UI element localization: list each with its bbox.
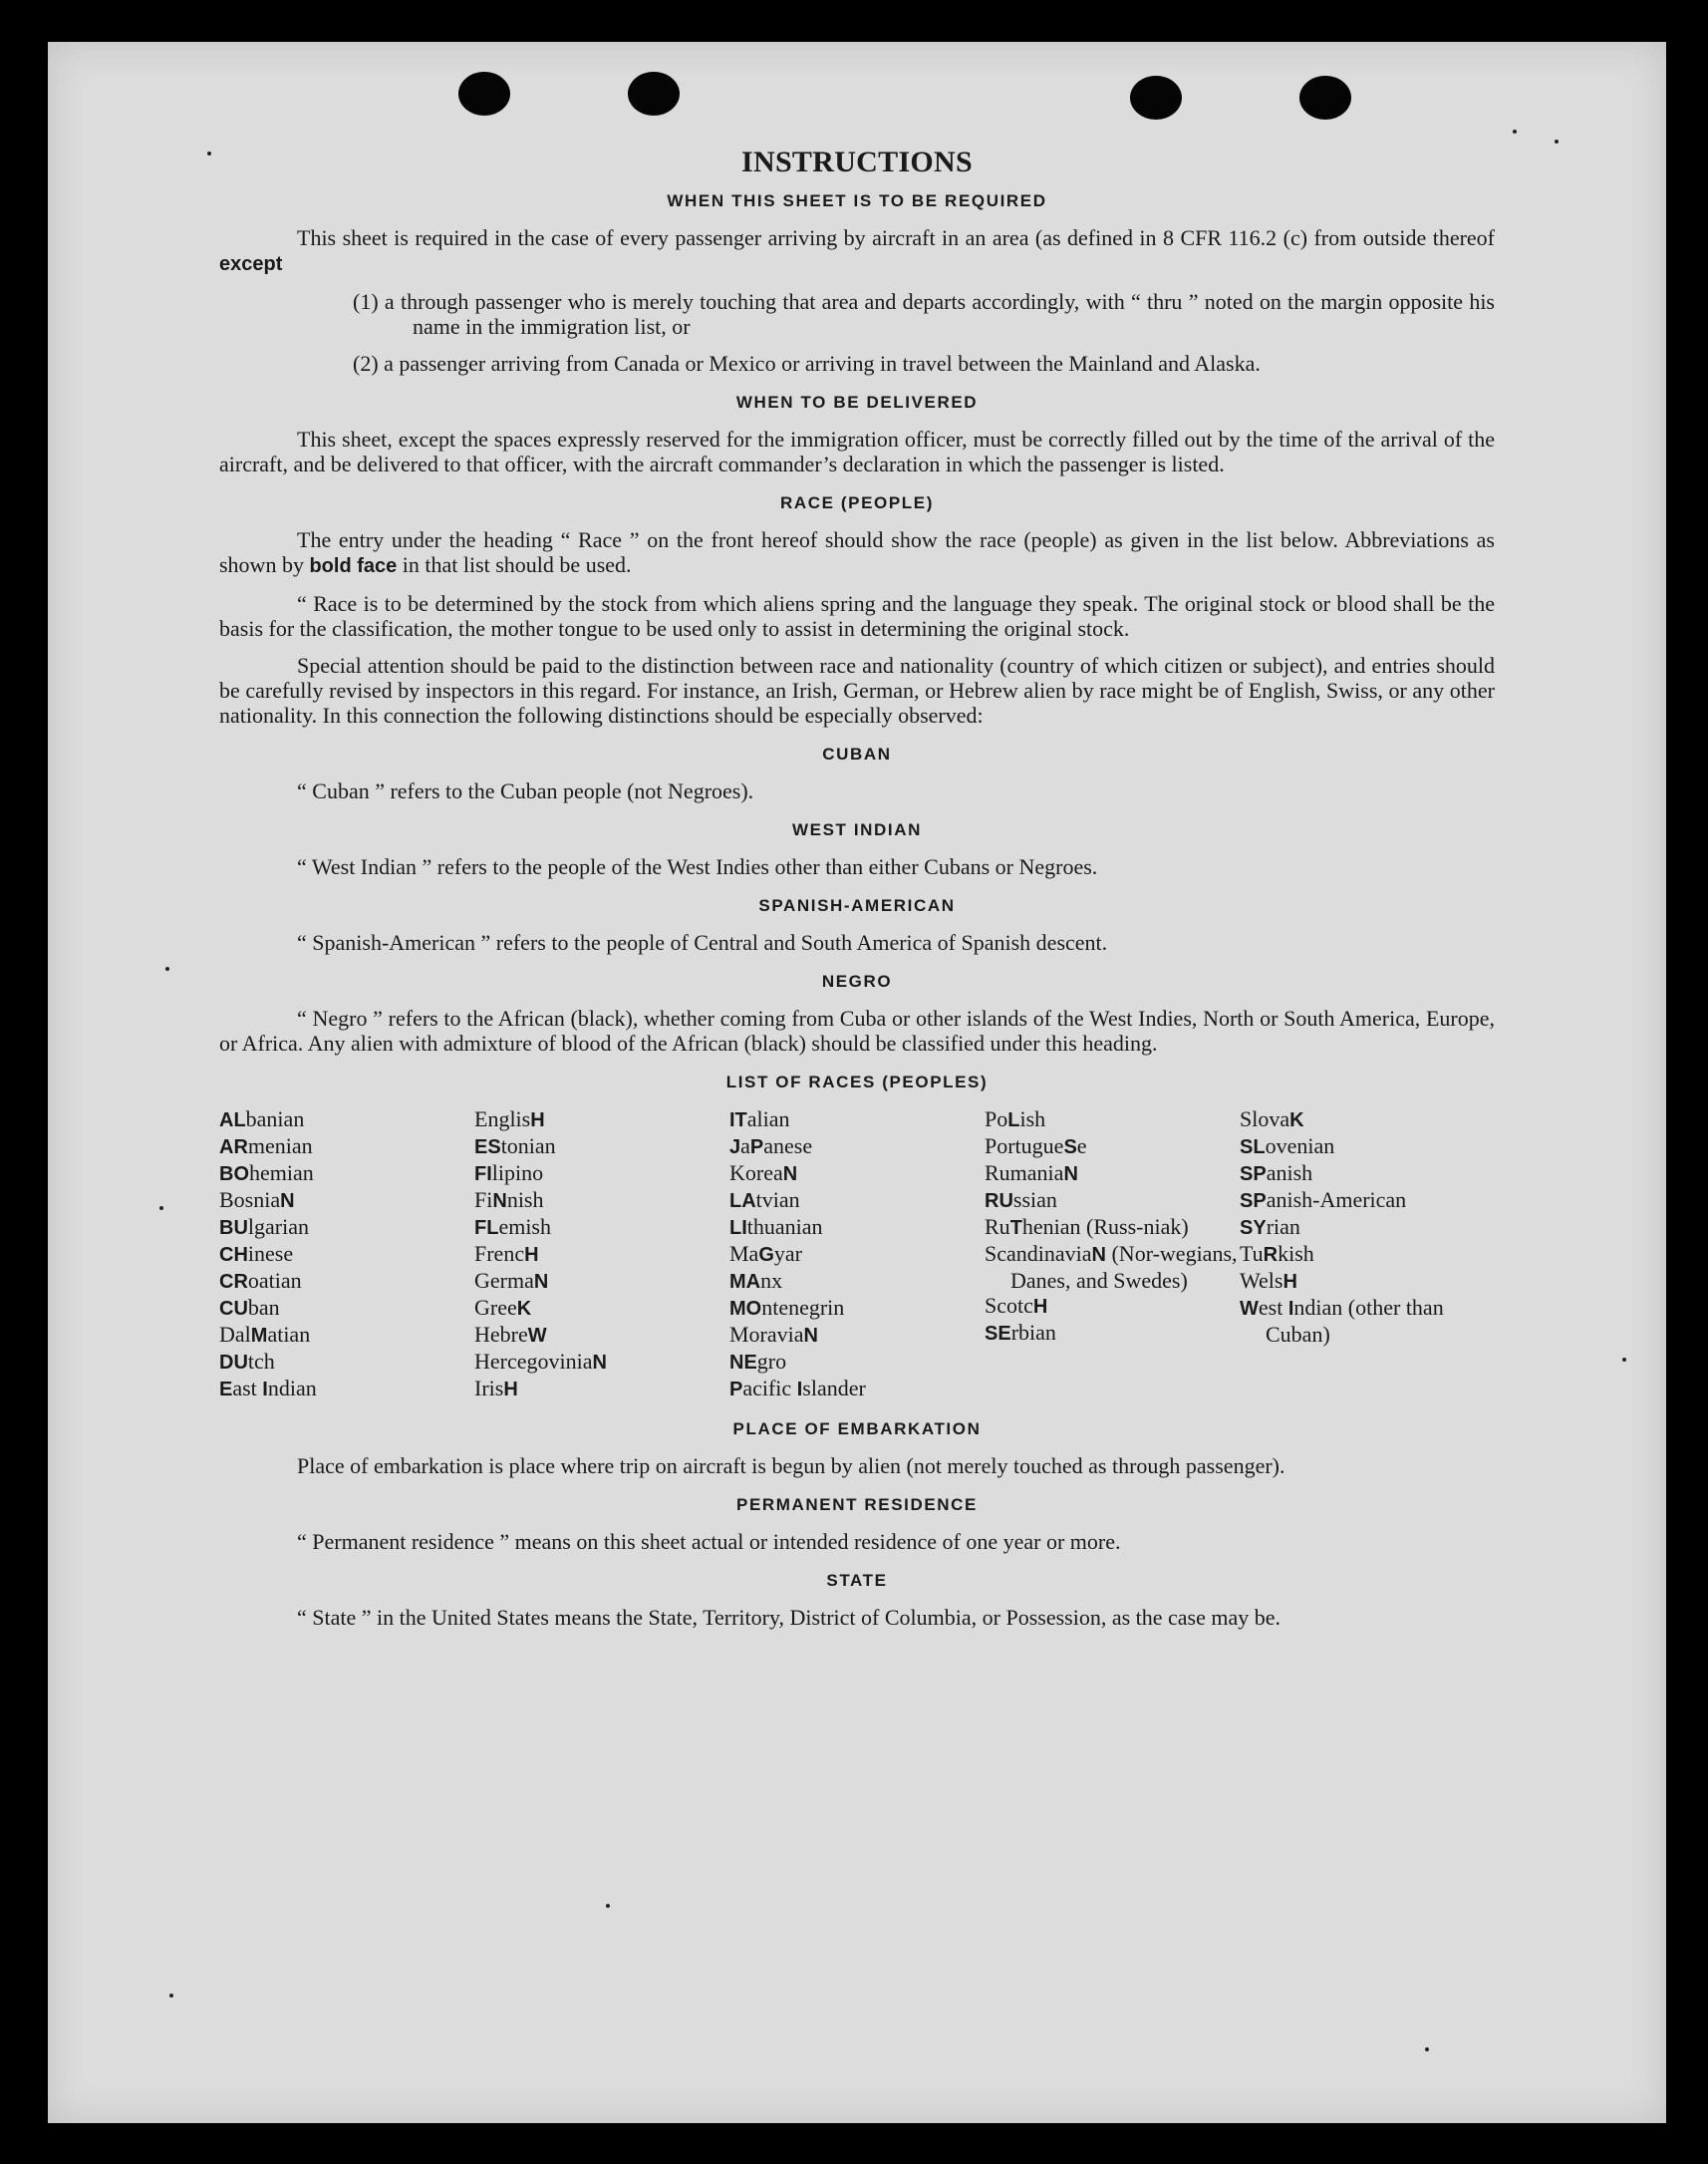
race-abbreviation: W [527, 1325, 547, 1347]
race-text: Dal [219, 1322, 251, 1347]
race-text: Frenc [474, 1241, 525, 1266]
race-entry [219, 1322, 474, 1349]
race-abbreviation: H [1282, 1271, 1297, 1293]
race-entry [1240, 1214, 1495, 1241]
dust-speck [159, 1206, 163, 1210]
race-text: tonian [500, 1133, 556, 1158]
race-entry [219, 1241, 474, 1268]
race-abbreviation: IT [729, 1109, 747, 1131]
race-entry [474, 1322, 729, 1349]
races-column [1240, 1106, 1495, 1402]
race-entry [219, 1349, 474, 1376]
race-text: Korea [729, 1160, 783, 1185]
punch-hole [458, 72, 510, 116]
race-abbreviation: E [219, 1379, 233, 1400]
race-entry [1240, 1133, 1495, 1160]
race-text: Ru [985, 1214, 1010, 1239]
race-abbreviation: H [524, 1244, 539, 1266]
race-abbreviation: CH [219, 1244, 248, 1266]
race-text: a [740, 1133, 750, 1158]
race-text: oatian [247, 1268, 302, 1293]
race-abbreviation: H [503, 1379, 518, 1400]
race-text: ovenian [1265, 1133, 1335, 1158]
race-text: gro [756, 1349, 787, 1374]
race-text: Scandinavia [985, 1241, 1092, 1266]
race-entry [985, 1214, 1240, 1241]
page-title: INSTRUCTIONS [741, 146, 973, 178]
races-list [219, 1106, 1495, 1402]
race-abbreviation: H [1032, 1296, 1048, 1318]
race-entry [219, 1214, 474, 1241]
cuban-paragraph: “ Cuban ” refers to the Cuban people (not Negroes). [297, 778, 754, 803]
race-text: ndian [267, 1376, 317, 1400]
race-entry [729, 1106, 985, 1133]
required-item-2: (2) a passenger arriving from Canada or Mexico or arriving in travel between the Mainland and Alaska. [353, 351, 1261, 376]
race-abbreviation: NE [729, 1352, 757, 1374]
race-abbreviation: R [1263, 1244, 1279, 1266]
race-entry [729, 1214, 985, 1241]
race-text: Iris [474, 1376, 504, 1400]
race-entry [219, 1268, 474, 1295]
race-abbreviation: I [1287, 1298, 1294, 1320]
section-heading-cuban: CUBAN [822, 745, 892, 764]
state-paragraph: “ State ” in the United States means the State, Territory, District of Columbia, or Possession, as the case may be. [297, 1605, 1281, 1630]
race-text: henian (Russ-niak) [1021, 1214, 1189, 1239]
section-heading-spanish-american: SPANISH-AMERICAN [758, 896, 956, 915]
races-column [985, 1106, 1240, 1402]
race-entry [985, 1187, 1240, 1214]
race-abbreviation: RU [985, 1190, 1013, 1212]
race-entry [729, 1160, 985, 1187]
race-abbreviation: P [729, 1379, 743, 1400]
race-abbreviation: N [592, 1352, 607, 1374]
race-text: emish [498, 1214, 551, 1239]
race-entry [729, 1295, 985, 1322]
race-text: Scotc [985, 1293, 1033, 1318]
section-heading-west-indian: WEST INDIAN [792, 820, 922, 839]
race-text: nx [760, 1268, 783, 1293]
race-entry [985, 1160, 1240, 1187]
race-abbreviation: N [1091, 1244, 1106, 1266]
race-paragraph-1: The entry under the heading “ Race ” on the front hereof should show the race (people) as given in the list below. Abbreviations as shown by bold face in that list should be used. [219, 527, 1495, 577]
race-abbreviation: N [280, 1190, 295, 1212]
races-column [474, 1106, 729, 1402]
race-abbreviation: LI [729, 1217, 747, 1239]
races-column [729, 1106, 985, 1402]
race-entry [1240, 1241, 1495, 1268]
spanish-american-paragraph: “ Spanish-American ” refers to the people of Central and South America of Spanish descent. [297, 930, 1108, 955]
race-abbreviation: CR [219, 1271, 248, 1293]
race-text: inese [247, 1241, 294, 1266]
race-abbreviation: N [782, 1163, 798, 1185]
race-text: rian [1266, 1214, 1300, 1239]
race-entry [729, 1187, 985, 1214]
race-entry [474, 1295, 729, 1322]
race-entry [729, 1133, 985, 1160]
race-entry [219, 1187, 474, 1214]
race-abbreviation: SP [1240, 1163, 1267, 1185]
race-text: thuanian [746, 1214, 823, 1239]
race-abbreviation: SP [1240, 1190, 1267, 1212]
race-text: tch [247, 1349, 275, 1374]
race-abbreviation: AL [219, 1109, 246, 1131]
race-abbreviation: FL [474, 1217, 499, 1239]
dust-speck [1513, 130, 1517, 134]
race-entry [219, 1376, 474, 1402]
race-entry [219, 1160, 474, 1187]
section-heading-race: RACE (PEOPLE) [780, 493, 934, 512]
race-entry [219, 1106, 474, 1133]
race-text: ssian [1012, 1187, 1057, 1212]
race-text: banian [245, 1106, 305, 1131]
race-abbreviation: J [729, 1136, 741, 1158]
race-entry [219, 1295, 474, 1322]
race-entry [474, 1106, 729, 1133]
section-heading-races-list: LIST OF RACES (PEOPLES) [725, 1073, 989, 1091]
section-heading-residence: PERMANENT RESIDENCE [736, 1495, 978, 1514]
race-text: Portugue [985, 1133, 1064, 1158]
race-abbreviation: N [492, 1190, 507, 1212]
race-text: nish [506, 1187, 544, 1212]
race-text: alian [746, 1106, 790, 1131]
race-text: lipino [491, 1160, 544, 1185]
race-entry [474, 1214, 729, 1241]
race-abbreviation: BO [219, 1163, 249, 1185]
race-text: anish [1266, 1160, 1313, 1185]
race-abbreviation: G [758, 1244, 774, 1266]
race-text: slander [802, 1376, 866, 1400]
required-item-1: (1) a through passenger who is merely touching that area and departs accordingly, with “ thru ” noted on the margin opposite his name in the immigration list, or [353, 289, 1495, 339]
race-text: ast [232, 1376, 263, 1400]
race-entry [474, 1376, 729, 1402]
race-entry [729, 1322, 985, 1349]
race-entry [219, 1133, 474, 1160]
race-text: Hercegovinia [474, 1349, 593, 1374]
punch-hole [1299, 76, 1351, 120]
race-text: atian [267, 1322, 311, 1347]
race-text: acific [742, 1376, 797, 1400]
race-text: ish [1019, 1106, 1046, 1131]
race-abbreviation: BU [219, 1217, 248, 1239]
race-entry [474, 1133, 729, 1160]
race-abbreviation: FI [474, 1163, 492, 1185]
race-entry [1240, 1295, 1495, 1347]
race-entry [985, 1106, 1240, 1133]
races-column [219, 1106, 474, 1402]
race-abbreviation: L [1007, 1109, 1020, 1131]
negro-paragraph: “ Negro ” refers to the African (black), whether coming from Cuba or other islands of the West Indies, North or South America, Europe, or Africa. Any alien with admixture of blood of the African (black) should be classified under this heading. [219, 1006, 1495, 1056]
race-entry [474, 1241, 729, 1268]
race-text: Tu [1240, 1241, 1264, 1266]
race-abbreviation: I [262, 1379, 268, 1400]
race-abbreviation: MA [729, 1271, 761, 1293]
dust-speck [1555, 140, 1559, 144]
race-abbreviation: T [1009, 1217, 1022, 1239]
race-abbreviation: SE [985, 1323, 1011, 1345]
delivered-paragraph: This sheet, except the spaces expressly reserved for the immigration officer, must be correctly filled out by the time of the arrival of the aircraft, and be delivered to that officer, with the aircraft commander’s declaration in which the passenger is listed. [219, 427, 1495, 476]
race-paragraph-3: Special attention should be paid to the distinction between race and nationality (country of which citizen or subject), and entries should be carefully revised by inspectors in this regard. For instance, an Irish, German, or Hebrew alien by race might be of English, Swiss, or any other nationality. In this connection the following distinctions should be especially observed: [219, 653, 1495, 728]
section-heading-required: WHEN THIS SHEET IS TO BE REQUIRED [667, 191, 1047, 210]
dust-speck [606, 1904, 610, 1908]
race-text: ban [247, 1295, 280, 1320]
race-entry [474, 1349, 729, 1376]
race-abbreviation: M [250, 1325, 268, 1347]
race-entry [985, 1293, 1240, 1320]
race-text: Slova [1240, 1106, 1290, 1131]
race-paragraph-2: “ Race is to be determined by the stock from which aliens spring and the language they speak. The original stock or blood shall be the basis for the classification, the mother tongue to be used only to assist in determining the original stock. [219, 591, 1495, 641]
race-abbreviation: S [1063, 1136, 1077, 1158]
race-text: e [1076, 1133, 1087, 1158]
race-abbreviation: P [749, 1136, 764, 1158]
race-entry [985, 1320, 1240, 1347]
race-abbreviation: W [1240, 1298, 1259, 1320]
race-entry [729, 1376, 985, 1402]
race-abbreviation: H [530, 1109, 545, 1131]
section-heading-delivered: WHEN TO BE DELIVERED [735, 393, 979, 412]
race-text: ntenegrin [761, 1295, 845, 1320]
race-entry [985, 1133, 1240, 1160]
race-abbreviation: MO [729, 1298, 762, 1320]
punch-hole [1130, 76, 1182, 120]
race-text: tvian [755, 1187, 800, 1212]
race-abbreviation: SY [1240, 1217, 1267, 1239]
section-heading-state: STATE [826, 1571, 888, 1590]
race-text: menian [247, 1133, 313, 1158]
race-entry [474, 1160, 729, 1187]
race-text: Ma [729, 1241, 759, 1266]
required-paragraph: This sheet is required in the case of every passenger arriving by aircraft in an area (as defined in 8 CFR 116.2 (c) from outside thereof except [219, 225, 1495, 275]
dust-speck [207, 152, 211, 155]
residence-paragraph: “ Permanent residence ” means on this sheet actual or intended residence of one year or more. [297, 1529, 1121, 1554]
race-text: ndian (other than Cuban) [1266, 1295, 1444, 1347]
race-entry [1240, 1187, 1495, 1214]
race-abbreviation: I [796, 1379, 803, 1400]
dust-speck [1622, 1358, 1626, 1362]
race-text: Gree [474, 1295, 517, 1320]
race-text: anish-American [1266, 1187, 1407, 1212]
race-abbreviation: N [1063, 1163, 1078, 1185]
race-abbreviation: K [516, 1298, 532, 1320]
dust-speck [1425, 2047, 1429, 2051]
race-abbreviation: DU [219, 1352, 248, 1374]
section-heading-embarkation: PLACE OF EMBARKATION [732, 1419, 982, 1438]
race-text: Moravia [729, 1322, 804, 1347]
section-heading-negro: NEGRO [821, 972, 893, 991]
race-text: est [1258, 1295, 1288, 1320]
race-text: yar [773, 1241, 802, 1266]
race-text: Hebre [474, 1322, 528, 1347]
instructions-content [219, 146, 1495, 1642]
race-text: rbian [1010, 1320, 1056, 1345]
race-abbreviation: ES [474, 1136, 501, 1158]
punch-hole [628, 72, 680, 116]
race-text: Bosnia [219, 1187, 281, 1212]
race-entry [474, 1268, 729, 1295]
race-abbreviation: N [803, 1325, 818, 1347]
race-text: Po [985, 1106, 1008, 1131]
race-entry [1240, 1268, 1495, 1295]
race-abbreviation: LA [729, 1190, 756, 1212]
race-abbreviation: N [533, 1271, 549, 1293]
race-text: hemian [249, 1160, 314, 1185]
race-text: lgarian [247, 1214, 309, 1239]
race-text: Englis [474, 1106, 531, 1131]
race-text: Germa [474, 1268, 534, 1293]
race-entry [985, 1241, 1240, 1293]
race-entry [1240, 1106, 1495, 1133]
dust-speck [165, 967, 169, 971]
race-abbreviation: K [1289, 1109, 1304, 1131]
race-text: anese [763, 1133, 813, 1158]
race-abbreviation: CU [219, 1298, 248, 1320]
race-text: Rumania [985, 1160, 1064, 1185]
race-entry [729, 1268, 985, 1295]
race-abbreviation: SL [1240, 1136, 1266, 1158]
race-entry [1240, 1160, 1495, 1187]
race-entry [729, 1241, 985, 1268]
race-entry [474, 1187, 729, 1214]
race-text: kish [1278, 1241, 1314, 1266]
race-text: Fi [474, 1187, 493, 1212]
embarkation-paragraph: Place of embarkation is place where trip on aircraft is begun by alien (not merely touched as through passenger). [297, 1453, 1285, 1478]
dust-speck [169, 1994, 173, 1998]
west-indian-paragraph: “ West Indian ” refers to the people of the West Indies other than either Cubans or Negroes. [297, 854, 1098, 879]
race-text: Wels [1240, 1268, 1283, 1293]
race-text: (Nor-wegians, Danes, and Swedes) [1010, 1241, 1238, 1293]
race-entry [729, 1349, 985, 1376]
race-abbreviation: AR [219, 1136, 248, 1158]
